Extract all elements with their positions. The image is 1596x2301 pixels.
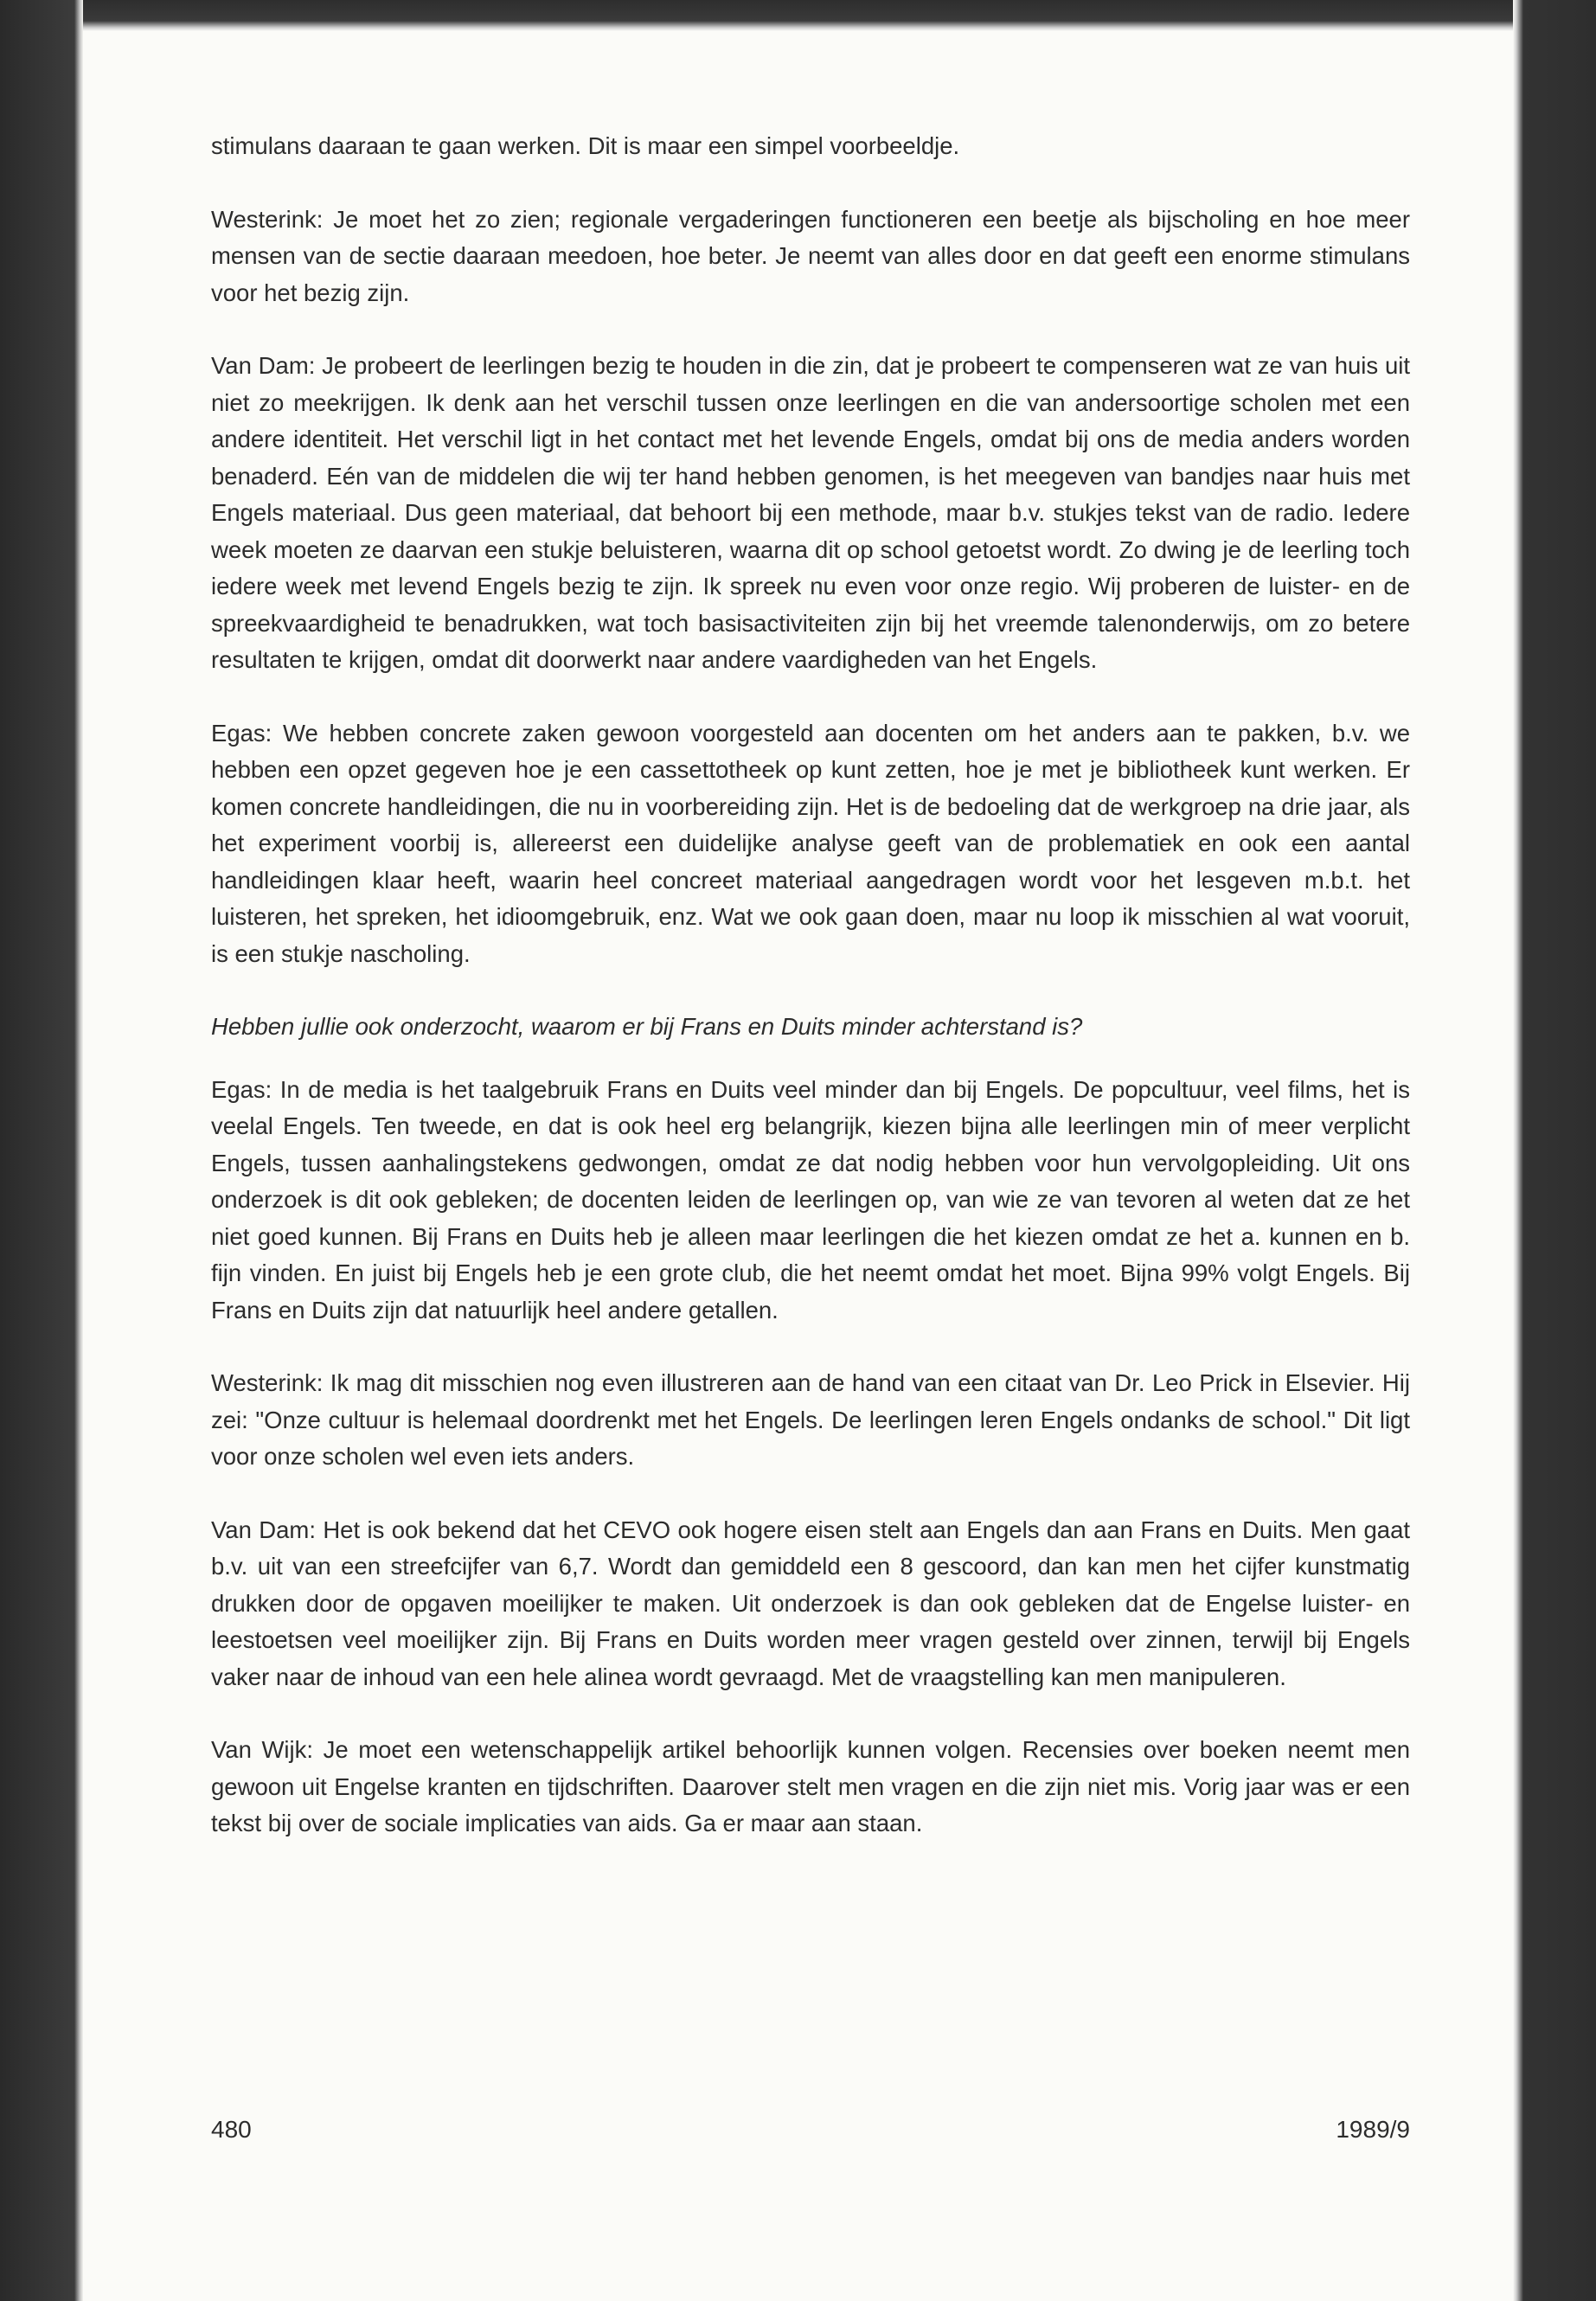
- article-body: [211, 128, 1410, 1879]
- paragraph-egas-2: Egas: In de media is het taalgebruik Frans en Duits veel minder dan bij Engels. De popcultuur, veel films, het is veelal Engels. Ten tweede, en dat is ook heel erg belangrijk, kiezen bijna alle leerlingen min of meer verplicht Engels, tussen aanhalingstekens gedwongen, omdat ze dat nodig hebben voor hun vervolgopleiding. Uit ons onderzoek is dit ook gebleken; de docenten leiden de leerlingen op, van wie ze van tevoren al weten dat ze het niet goed kunnen. Bij Frans en Duits heb je alleen maar leerlingen die het kiezen omdat ze het a. kunnen en b. fijn vinden. En juist bij Engels heb je een grote club, die het neemt omdat het moet. Bijna 99% volgt Engels. Bij Frans en Duits zijn dat natuurlijk heel andere getallen.: [211, 1075, 1410, 1324]
- paragraph-westerink-2: Westerink: Ik mag dit misschien nog even illustreren aan de hand van een citaat van Dr. Leo Prick in Elsevier. Hij zei: "Onze cultuur is helemaal doordrenkt met het Engels. De leerlingen leren Engels ondanks de school." Dit ligt voor onze scholen wel even iets anders.: [211, 1369, 1410, 1470]
- scan-border-right: [1513, 0, 1596, 2301]
- interview-question: Hebben jullie ook onderzocht, waarom er bij Frans en Duits minder achterstand is?: [211, 1013, 1083, 1040]
- paragraph-westerink-1: Westerink: Je moet het zo zien; regionale vergaderingen functioneren een beetje als bijscholing en hoe meer mensen van de sectie daaraan meedoen, hoe beter. Je neemt van alles door en dat geeft een enorme stimulans voor het bezig zijn.: [211, 205, 1410, 306]
- issue-number: 1989/9: [1336, 2116, 1410, 2143]
- paragraph-van-dam-2: Van Dam: Het is ook bekend dat het CEVO ook hogere eisen stelt aan Engels dan aan Frans en Duits. Men gaat b.v. uit van een streefcijfer van 6,7. Wordt dan gemiddeld een 8 gescoord, dan kan men het cijfer kunstmatig drukken door de opgaven moeilijker te maken. Uit onderzoek is dan ook gebleken dat de Engelse luister- en leestoetsen veel moeilijker zijn. Bij Frans en Duits worden meer vragen gesteld over zinnen, terwijl bij Engels vaker naar de inhoud van een hele alinea wordt gevraagd. Met de vraagstelling kan men manipuleren.: [211, 1516, 1410, 1690]
- paragraph-van-dam-1: Van Dam: Je probeert de leerlingen bezig te houden in die zin, dat je probeert te compenseren wat ze van huis uit niet zo meekrijgen. Ik denk aan het verschil tussen onze leerlingen en die van andersoortige scholen met een andere identiteit. Het verschil ligt in het contact met het levende Engels, omdat bij ons de media anders worden benaderd. Eén van de middelen die wij ter hand hebben genomen, is het meegeven van bandjes naar huis met Engels materiaal. Dus geen materiaal, dat behoort bij een methode, maar b.v. stukjes tekst van de radio. Iedere week moeten ze daarvan een stukje beluisteren, waarna dit op school getoetst wordt. Zo dwing je de leerling toch iedere week met levend Engels bezig te zijn. Ik spreek nu even voor onze regio. Wij proberen de luister- en de spreekvaardigheid te benadrukken, wat toch basisactiviteiten zijn bij het vreemde talenonderwijs, om zo betere resultaten te krijgen, omdat dit doorwerkt naar andere vaardigheden van het Engels.: [211, 352, 1410, 673]
- scan-border-top: [0, 0, 1596, 31]
- paragraph-van-wijk: Van Wijk: Je moet een wetenschappelijk artikel behoorlijk kunnen volgen. Recensies over boeken neemt men gewoon uit Engelse kranten en tijdschriften. Daarover stelt men vragen en die zijn niet mis. Vorig jaar was er een tekst bij over de sociale implicaties van aids. Ga er maar aan staan.: [211, 1736, 1410, 1836]
- page-number: 480: [211, 2116, 252, 2143]
- paragraph-continuation: stimulans daaraan te gaan werken. Dit is maar een simpel voorbeeldje.: [211, 132, 960, 159]
- paragraph-egas-1: Egas: We hebben concrete zaken gewoon voorgesteld aan docenten om het anders aan te pakken, b.v. we hebben een opzet gegeven hoe je een cassettotheek op kunt zetten, hoe je met je bibliotheek kunt werken. Er komen concrete handleidingen, die nu in voorbereiding zijn. Het is de bedoeling dat de werkgroep na drie jaar, als het experiment voorbij is, allereerst een duidelijke analyse geeft van de problematiek en ook een aantal handleidingen klaar heeft, waarin heel concreet materiaal aangedragen wordt voor het lesgeven m.b.t. het luisteren, het spreken, het idioomgebruik, enz. Wat we ook gaan doen, maar nu loop ik misschien al wat vooruit, is een stukje nascholing.: [211, 719, 1410, 967]
- scan-border-left: [0, 0, 83, 2301]
